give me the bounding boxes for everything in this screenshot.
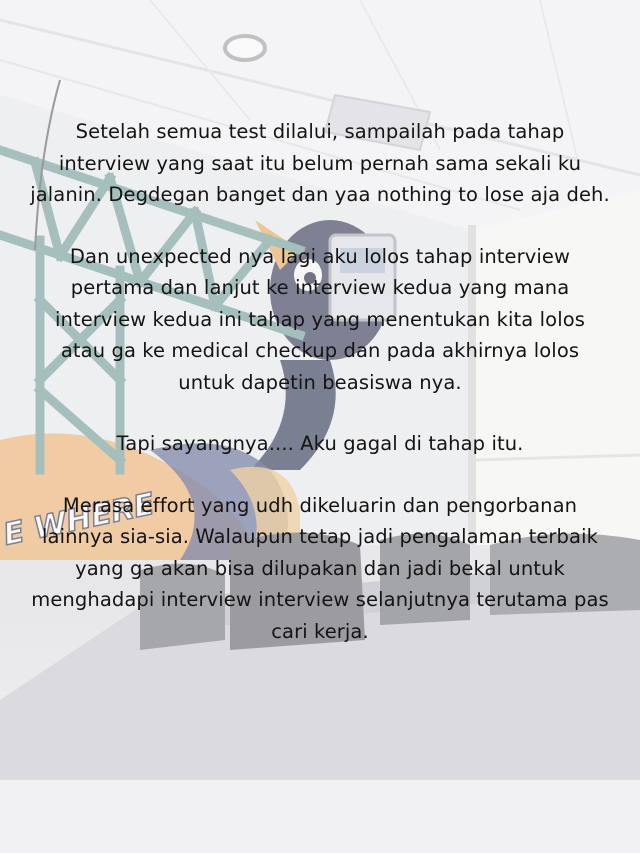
story-paragraph-4: Merasa effort yang udh dikeluarin dan pengorbanan lainnya sia-sia. Walaupun tetap jadi pengalaman terbaik yang ga akan bisa dilupakan dan jadi bekal untuk menghadapi interview interview selanjutnya terutama pas cari kerja. xyxy=(31,493,609,643)
mural-wall-text: E WHERE xyxy=(0,486,158,553)
story-text-block xyxy=(30,116,610,647)
story-paragraph-3: Tapi sayangnya.... Aku gagal di tahap itu. xyxy=(116,432,524,455)
story-paragraph-1: Setelah semua test dilalui, sampailah pada tahap interview yang saat itu belum pernah sama sekali ku jalanin. Degdegan banget dan yaa nothing to lose aja deh. xyxy=(30,120,610,206)
story-paragraph-2: Dan unexpected nya lagi aku lolos tahap interview pertama dan lanjut ke interview kedua yang mana interview kedua ini tahap yang menentukan kita lolos atau ga ke medical checkup dan pada akhirnya lolos untuk dapetin beasiswa nya. xyxy=(54,244,586,394)
